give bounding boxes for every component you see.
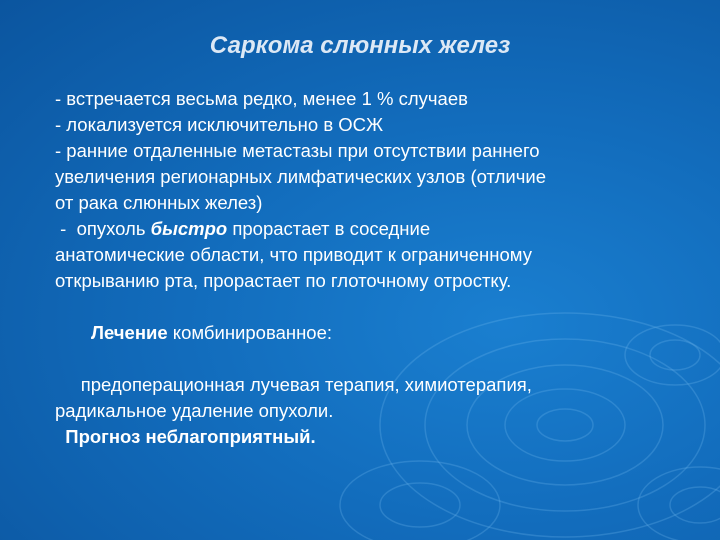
bullet-growth-start: - опухоль xyxy=(55,218,151,239)
treatment-details-cont: радикальное удаление опухоли. xyxy=(55,400,334,421)
bullet-location: - локализуется исключительно в ОСЖ xyxy=(55,114,384,135)
bullet-growth-end: прорастает в соседние xyxy=(227,218,431,239)
bullet-growth-cont-1: анатомические области, что приводит к ограниченному xyxy=(55,244,532,265)
slide-title: Саркома слюнных желез xyxy=(209,32,511,59)
bullet-metastases-cont-1: увеличения регионарных лимфатических узлов (отличие xyxy=(55,166,546,187)
treatment-line xyxy=(55,294,695,372)
prognosis-line: Прогноз неблагоприятный. xyxy=(55,426,316,447)
treatment-label: Лечение xyxy=(75,322,168,343)
treatment-value: комбинированное: xyxy=(167,322,333,343)
bullet-rarity: - встречается весьма редко, менее 1 % случаев xyxy=(55,88,468,109)
slide-body xyxy=(55,86,695,450)
bullet-growth-cont-2: открыванию рта, прорастает по глоточному отростку. xyxy=(55,270,512,291)
bullet-growth xyxy=(55,216,695,242)
treatment-details: предоперационная лучевая терапия, химиотерапия, xyxy=(55,374,532,395)
bullet-metastases: - ранние отдаленные метастазы при отсутствии раннего xyxy=(55,140,540,161)
bullet-metastases-cont-2: от рака слюнных желез) xyxy=(55,192,263,213)
bullet-growth-emphasis: быстро xyxy=(150,218,228,239)
